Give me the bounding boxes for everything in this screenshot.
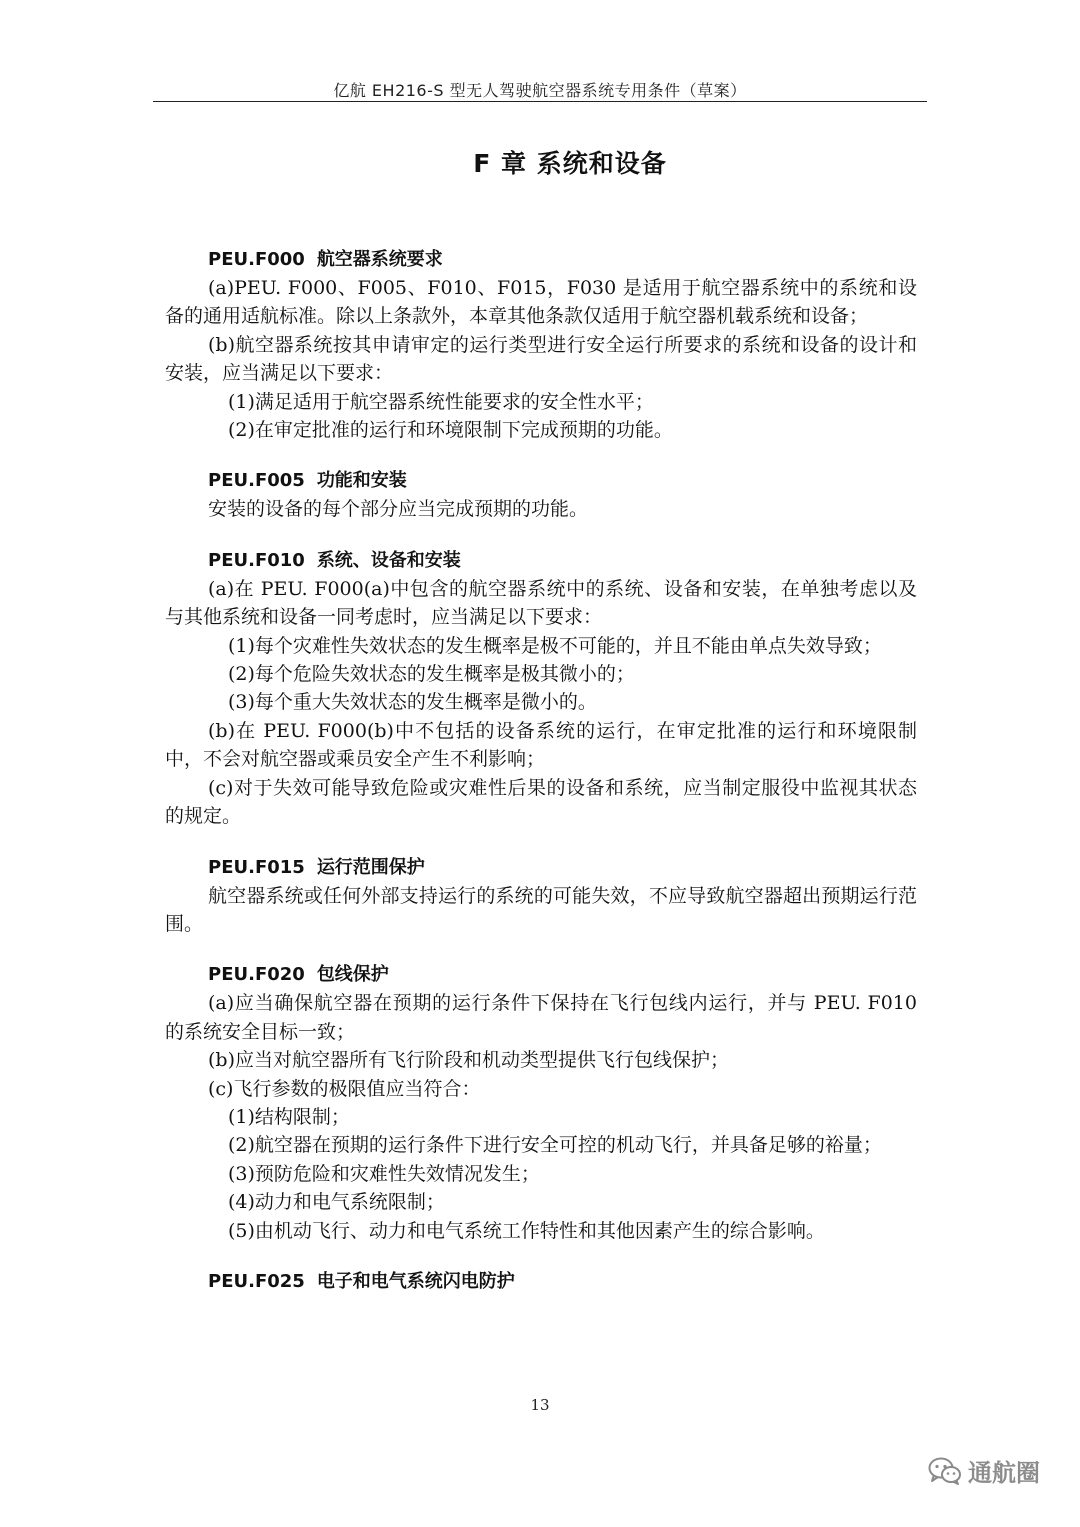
paragraph: (c)对于失效可能导致危险或灾难性后果的设备和系统，应当制定服役中监视其状态的规定。 (165, 776, 917, 828)
paragraph: 航空器系统或任何外部支持运行的系统的可能失效，不应导致航空器超出预期运行范围。 (165, 884, 917, 935)
watermark (928, 1453, 1040, 1488)
paragraph: (b)应当对航空器所有飞行阶段和机动类型提供飞行包线保护； (208, 1049, 729, 1072)
section-peu-f000 (165, 246, 917, 444)
section-code: PEU.F015 (208, 856, 305, 878)
paragraph: (2)在审定批准的运行和环境限制下完成预期的功能。 (228, 419, 673, 442)
section-peu-f010 (165, 547, 917, 831)
paragraph: (2)航空器在预期的运行条件下进行安全可控的机动飞行，并具备足够的裕量； (228, 1134, 882, 1157)
section-code: PEU.F020 (208, 964, 305, 986)
section-title: 电子和电气系统闪电防护 (316, 1270, 515, 1292)
paragraph: (1)每个灾难性失效状态的发生概率是极不可能的，并且不能由单点失效导致； (228, 634, 882, 657)
paragraph: (2)每个危险失效状态的发生概率是极其微小的； (228, 663, 635, 686)
section-peu-f005 (165, 467, 917, 523)
section-heading (165, 854, 917, 882)
paragraph: (c)飞行参数的极限值应当符合： (208, 1077, 481, 1100)
section-code: PEU.F000 (208, 249, 305, 270)
paragraph: (b)在 PEU. F000(b)中不包括的设备系统的运行，在审定批准的运行和环境限制中，不会对航空器或乘员安全产生不利影响； (165, 719, 917, 771)
section-peu-f025 (165, 1268, 917, 1296)
section-code: PEU.F010 (208, 549, 305, 571)
document-body (165, 246, 917, 1296)
section-title: 航空器系统要求 (316, 249, 443, 270)
paragraph: (3)每个重大失效状态的发生概率是微小的。 (228, 691, 597, 714)
paragraph: (a)在 PEU. F000(a)中包含的航空器系统中的系统、设备和安装，在单独考虑以及与其他系统和设备一同考虑时，应当满足以下要求： (165, 577, 917, 629)
section-title: 功能和安装 (316, 470, 407, 492)
section-heading (165, 547, 917, 575)
section-title: 包线保护 (316, 964, 389, 986)
chapter-title: F 章 系统和设备 (473, 149, 667, 178)
section-heading (165, 467, 917, 495)
section-peu-f015 (165, 854, 917, 939)
paragraph: (a)应当确保航空器在预期的运行条件下保持在飞行包线内运行，并与 PEU. F010 的系统安全目标一致； (165, 992, 917, 1043)
wechat-icon (928, 1456, 962, 1486)
paragraph: (1)满足适用于航空器系统性能要求的安全性水平； (228, 390, 654, 413)
section-peu-f020 (165, 961, 917, 1245)
paragraph: (5)由机动飞行、动力和电气系统工作特性和其他因素产生的综合影响。 (228, 1219, 825, 1242)
paragraph: (4)动力和电气系统限制； (228, 1191, 445, 1214)
paragraph: (1)结构限制； (228, 1105, 350, 1128)
paragraph: (3)预防危险和灾难性失效情况发生； (228, 1162, 540, 1185)
section-code: PEU.F005 (208, 470, 305, 492)
section-title: 系统、设备和安装 (316, 549, 461, 571)
section-heading (165, 1268, 917, 1296)
section-title: 运行范围保护 (316, 856, 425, 878)
page-header: 亿航 EH216-S 型无人驾驶航空器系统专用条件（草案） (333, 81, 747, 100)
header-divider (153, 101, 927, 102)
paragraph: (b)航空器系统按其申请审定的运行类型进行安全运行所要求的系统和设备的设计和安装，应当满足以下要求： (165, 333, 917, 385)
page-number: 13 (530, 1396, 550, 1414)
paragraph: (a)PEU. F000、F005、F010、F015，F030 是适用于航空器系统中的系统和设备的通用适航标准。除以上条款外，本章其他条款仅适用于航空器机载系统和设备； (165, 277, 917, 328)
watermark-text: 通航圈 (968, 1459, 1040, 1487)
section-heading (165, 246, 917, 274)
paragraph: 安装的设备的每个部分应当完成预期的功能。 (208, 498, 589, 521)
section-code: PEU.F025 (208, 1270, 305, 1292)
section-heading (165, 961, 917, 989)
